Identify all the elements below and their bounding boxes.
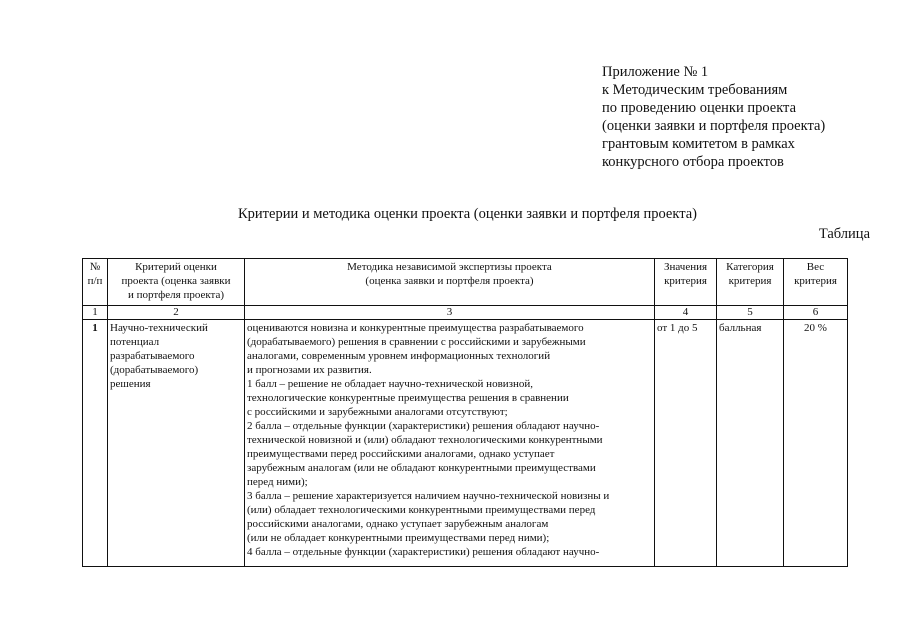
header-line: критерия xyxy=(664,275,707,287)
criterion-line: разрабатываемого xyxy=(110,350,195,362)
criterion-line: потенциал xyxy=(110,336,160,348)
header-line: проекта (оценка заявки xyxy=(121,275,231,287)
method-line: аналогами, современным уровнем информационных технологий xyxy=(247,350,551,362)
header-line: (оценка заявки и портфеля проекта) xyxy=(365,275,534,287)
column-number-row xyxy=(83,306,848,320)
row-number: 1 xyxy=(83,320,108,567)
header-criterion xyxy=(108,259,245,306)
column-number: 5 xyxy=(717,306,784,320)
header-category xyxy=(717,259,784,306)
criterion-line: решения xyxy=(110,378,151,390)
method-line: 2 балла – отдельные функции (характеристики) решения обладают научно- xyxy=(247,420,600,432)
appendix-line: Приложение № 1 xyxy=(602,64,709,80)
method-line: российскими аналогами, однако уступает зарубежным аналогам xyxy=(247,518,549,530)
method-line: 3 балла – решение характеризуется наличием научно-технической новизны и xyxy=(247,490,610,502)
method-line: с российскими и зарубежными аналогами отсутствуют; xyxy=(247,406,508,418)
method-line: перед ними); xyxy=(247,476,308,488)
header-line: Значения xyxy=(663,261,708,273)
header-line: и портфеля проекта) xyxy=(127,289,225,301)
row-criterion xyxy=(108,320,245,567)
document-title: Критерии и методика оценки проекта (оценки заявки и портфеля проекта) xyxy=(237,206,697,222)
appendix-line: по проведению оценки проекта xyxy=(602,100,797,116)
method-line: (или не обладает конкурентными преимуществами перед ними); xyxy=(247,532,550,544)
method-line: технологические конкурентные преимущества решения в сравнении xyxy=(247,392,569,404)
row-values: от 1 до 5 xyxy=(655,320,717,567)
header-line: Вес xyxy=(806,261,825,273)
method-line: (дорабатываемого) решения в сравнении с российскими и зарубежными xyxy=(247,336,586,348)
criterion-line: (дорабатываемого) xyxy=(110,364,199,376)
header-method xyxy=(245,259,655,306)
header-num xyxy=(83,259,108,306)
column-number: 3 xyxy=(245,306,655,320)
appendix-line: конкурсного отбора проектов xyxy=(602,154,784,170)
method-line: 1 балл – решение не обладает научно-технической новизной, xyxy=(247,378,534,390)
criteria-table xyxy=(82,258,848,567)
method-line: зарубежным аналогам (или не обладают конкурентными преимуществами xyxy=(247,462,596,474)
header-line: № xyxy=(89,261,101,273)
table-row xyxy=(83,320,848,567)
column-number: 1 xyxy=(83,306,108,320)
appendix-line: к Методическим требованиям xyxy=(602,82,788,98)
header-weight xyxy=(784,259,848,306)
method-line: оцениваются новизна и конкурентные преимущества разрабатываемого xyxy=(247,322,584,334)
header-line: Категория xyxy=(726,261,774,273)
method-line: преимуществами перед российскими аналогами, однако уступает xyxy=(247,448,555,460)
row-weight: 20 % xyxy=(784,320,848,567)
column-number: 2 xyxy=(108,306,245,320)
method-line: 4 балла – отдельные функции (характеристики) решения обладают научно- xyxy=(247,546,600,558)
appendix-line: грантовым комитетом в рамках xyxy=(602,136,795,152)
header-line: Критерий оценки xyxy=(135,261,217,273)
criterion-line: Научно-технический xyxy=(110,322,208,334)
header-line: Методика независимой экспертизы проекта xyxy=(347,261,552,273)
column-number: 4 xyxy=(655,306,717,320)
method-line: и прогнозами их развития. xyxy=(247,364,372,376)
row-category: балльная xyxy=(717,320,784,567)
appendix-header xyxy=(602,63,825,171)
header-line: п/п xyxy=(87,275,103,287)
header-line: критерия xyxy=(794,275,837,287)
appendix-line: (оценки заявки и портфеля проекта) xyxy=(602,118,826,134)
row-method xyxy=(245,320,655,567)
table-header-row xyxy=(83,259,848,306)
header-values xyxy=(655,259,717,306)
method-line: (или) обладает технологическими конкурентными преимуществами перед xyxy=(247,504,596,516)
method-line: технической новизной и (или) обладают технологическими конкурентными xyxy=(247,434,603,446)
table-label: Таблица xyxy=(818,226,870,242)
column-number: 6 xyxy=(784,306,848,320)
header-line: критерия xyxy=(728,275,772,287)
